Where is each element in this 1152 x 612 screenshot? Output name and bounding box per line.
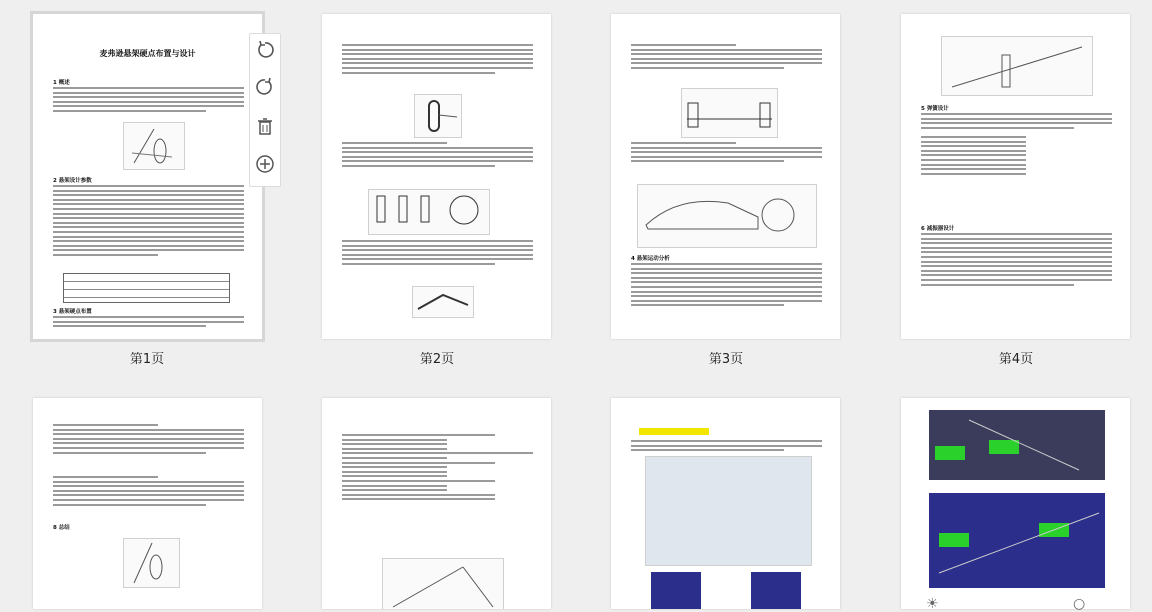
- section-heading: 5 弹簧设计: [921, 106, 949, 112]
- figure: [412, 286, 474, 318]
- figure: [751, 572, 801, 609]
- figure: [651, 572, 701, 609]
- figure: [637, 184, 817, 248]
- figure: [941, 36, 1093, 96]
- figure: [929, 493, 1105, 588]
- page-label-2: 第2页: [419, 352, 455, 367]
- section-heading: 3 悬架硬点布置: [53, 309, 92, 315]
- section-heading: 8 总结: [53, 525, 70, 531]
- figure: [123, 122, 185, 170]
- page-label-3: 第3页: [708, 352, 744, 367]
- data-table: [63, 273, 230, 303]
- section-heading: 2 悬架设计参数: [53, 178, 92, 184]
- page-thumbnail-2[interactable]: [322, 14, 551, 339]
- page-thumbnail-7[interactable]: [611, 398, 840, 609]
- page-thumbnail-8[interactable]: [901, 398, 1130, 609]
- section-heading: 6 减振器设计: [921, 226, 955, 232]
- page-thumbnail-4[interactable]: [901, 14, 1130, 339]
- page-thumbnail-3[interactable]: [611, 14, 840, 339]
- page-thumbnail-5[interactable]: [33, 398, 262, 609]
- figure: [681, 88, 778, 138]
- section-heading: 1 概述: [53, 80, 70, 86]
- search-icon[interactable]: ○: [1073, 596, 1086, 612]
- figure: [382, 558, 504, 609]
- rotate-cw-icon[interactable]: [253, 75, 277, 99]
- figure: [368, 189, 490, 235]
- page-label-1: 第1页: [129, 352, 165, 367]
- rotate-ccw-icon[interactable]: [253, 38, 277, 62]
- figure: [929, 410, 1105, 480]
- section-heading: 4 悬架运动分析: [631, 256, 670, 262]
- figure: [123, 538, 180, 588]
- highlighted-heading: [639, 428, 709, 435]
- trash-icon[interactable]: [253, 114, 277, 138]
- document-title: 麦弗逊悬架硬点布置与设计: [99, 49, 196, 58]
- page-thumbnail-6[interactable]: [322, 398, 551, 609]
- brightness-icon[interactable]: ☀: [926, 596, 939, 612]
- add-page-icon[interactable]: [253, 152, 277, 176]
- figure: [645, 456, 812, 566]
- page-label-4: 第4页: [998, 352, 1034, 367]
- figure: [414, 94, 462, 138]
- page-action-toolbar: [249, 33, 281, 187]
- page-thumbnail-1[interactable]: [33, 14, 262, 339]
